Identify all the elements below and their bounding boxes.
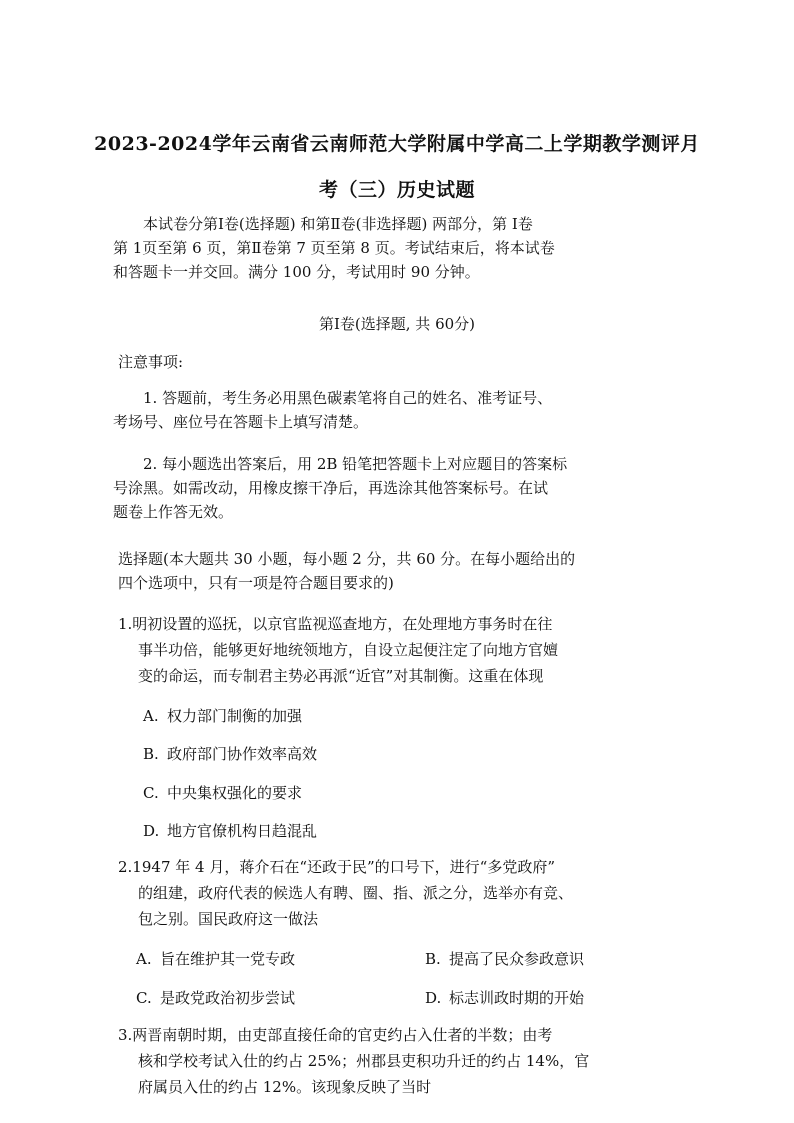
- question-2-line: 的组建，政府代表的候选人有聘、圈、指、派之分，选举亦有竞、: [138, 884, 574, 902]
- q1-option-c[interactable]: [143, 782, 302, 803]
- section-heading: 第Ⅰ卷(选择题, 共 60分): [318, 315, 476, 333]
- question-3-line: 核和学校考试入仕的约占 25%；州郡县吏积功升迁的约占 14%，官: [138, 1052, 590, 1070]
- q1-option-b[interactable]: [143, 743, 317, 764]
- question-1-line: 变的命运，而专制君主势必再派“近官”对其制衡。这重在体现: [138, 667, 544, 685]
- q2-option-c[interactable]: [136, 987, 295, 1008]
- option-text: 中央集权强化的要求: [167, 784, 303, 802]
- option-text: 地方官僚机构日趋混乱: [167, 822, 318, 840]
- option-text: 标志训政时期的开始: [449, 989, 585, 1007]
- notice-line: 号涂黑。如需改动，用橡皮擦干净后，再选涂其他答案标号。在试: [113, 479, 549, 497]
- option-label: C.: [136, 989, 152, 1007]
- notice-line: 1. 答题前，考生务必用黑色碳素笔将自己的姓名、准考证号、: [143, 389, 553, 407]
- option-text: 权力部门制衡的加强: [167, 707, 303, 725]
- intro-line: 本试卷分第Ⅰ卷(选择题) 和第Ⅱ卷(非选择题) 两部分，第 Ⅰ卷: [143, 215, 533, 233]
- notice-item-1: [113, 386, 673, 434]
- q1-option-d[interactable]: [143, 820, 317, 841]
- page-title-line2: 考（三）历史试题: [318, 179, 475, 201]
- q1-option-a[interactable]: [143, 705, 302, 726]
- intro-paragraph: [113, 212, 673, 284]
- intro-line: 和答题卡一并交回。满分 100 分，考试用时 90 分钟。: [113, 263, 480, 281]
- notice-line: 考场号、座位号在答题卡上填写清楚。: [113, 413, 369, 431]
- page-title-line1: 2023-2024学年云南省云南师范大学附属中学高二上学期教学测评月: [94, 133, 700, 155]
- notice-label: 注意事项:: [118, 353, 184, 371]
- question-1-line: 1.明初设置的巡抚，以京官监视巡查地方，在处理地方事务时在往: [118, 615, 553, 633]
- option-text: 是政党政治初步尝试: [160, 989, 296, 1007]
- question-3: [118, 1022, 618, 1100]
- question-3-line: 3.两晋南朝时期，由吏部直接任命的官吏约占入仕者的半数；由考: [118, 1026, 553, 1044]
- option-text: 旨在维护其一党专政: [160, 950, 296, 968]
- option-label: B.: [425, 950, 441, 968]
- question-3-line: 府属员入仕的约占 12%。该现象反映了当时: [138, 1078, 432, 1096]
- option-text: 提高了民众参政意识: [449, 950, 585, 968]
- question-1-line: 事半功倍，能够更好地统领地方，自设立起便注定了向地方官嬗: [138, 641, 559, 659]
- notice-line: 2. 每小题选出答案后，用 2B 铅笔把答题卡上对应题目的答案标: [143, 455, 568, 473]
- question-1: [118, 611, 618, 689]
- option-text: 政府部门协作效率高效: [167, 745, 318, 763]
- q2-option-d[interactable]: [425, 987, 584, 1008]
- option-label: C.: [143, 784, 159, 802]
- notice-item-2: [113, 452, 673, 524]
- option-label: B.: [143, 745, 159, 763]
- intro-line: 第 1页至第 6 页，第Ⅱ卷第 7 页至第 8 页。考试结束后，将本试卷: [113, 239, 555, 257]
- choice-intro-line: 四个选项中，只有一项是符合题目要求的): [118, 574, 394, 592]
- option-label: A.: [136, 950, 152, 968]
- option-label: D.: [425, 989, 442, 1007]
- q2-option-a[interactable]: [136, 948, 295, 969]
- question-2-line: 包之别。国民政府这一做法: [138, 910, 319, 928]
- notice-line: 题卷上作答无效。: [113, 503, 234, 521]
- question-2: [118, 854, 618, 932]
- question-2-line: 2.1947 年 4 月，蒋介石在“还政于民”的口号下，进行“多党政府”: [118, 858, 556, 876]
- q2-option-b[interactable]: [425, 948, 584, 969]
- choice-intro-line: 选择题(本大题共 30 小题，每小题 2 分，共 60 分。在每小题给出的: [118, 550, 576, 568]
- choice-section-intro: [118, 547, 678, 595]
- option-label: D.: [143, 822, 160, 840]
- option-label: A.: [143, 707, 159, 725]
